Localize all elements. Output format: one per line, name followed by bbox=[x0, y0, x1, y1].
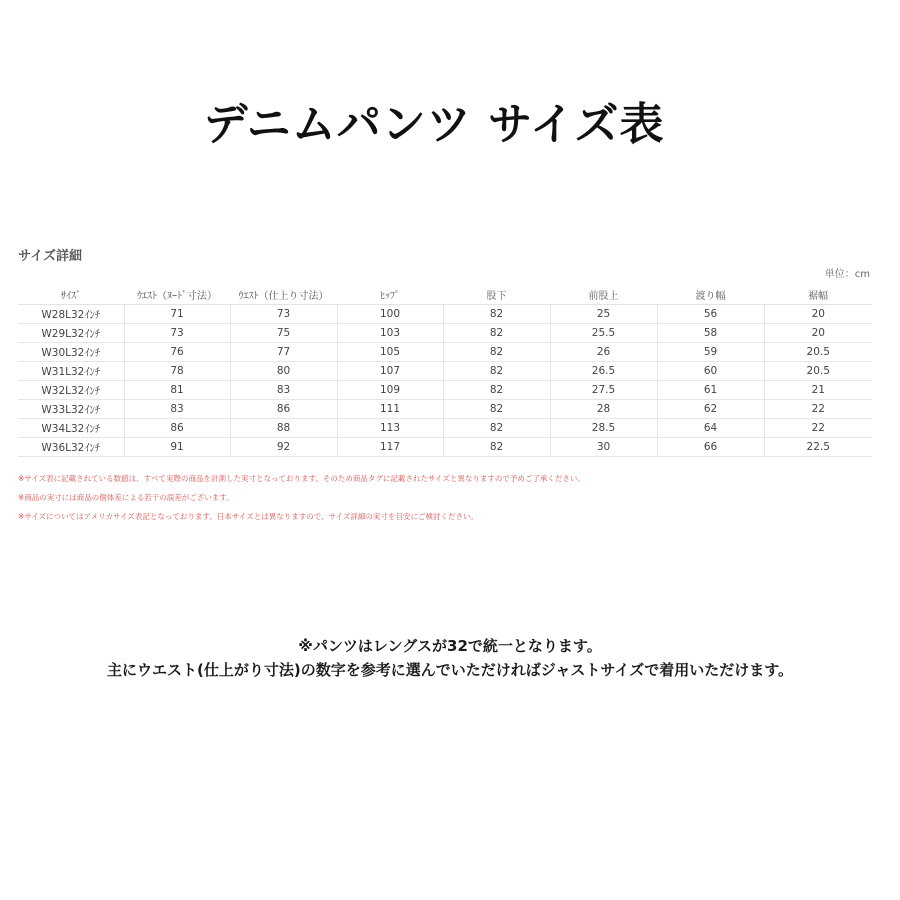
table-cell: 78 bbox=[124, 362, 230, 381]
table-cell: W28L32ｲﾝﾁ bbox=[18, 305, 124, 324]
table-cell: 20 bbox=[764, 324, 872, 343]
section-heading: サイズ詳細 bbox=[18, 249, 82, 264]
header-thigh-width: 渡り幅 bbox=[657, 284, 764, 305]
table-cell: 92 bbox=[230, 438, 337, 457]
table-cell: 22.5 bbox=[764, 438, 872, 457]
table-cell: 59 bbox=[657, 343, 764, 362]
footer-note bbox=[0, 634, 900, 682]
table-cell: 22 bbox=[764, 400, 872, 419]
table-cell: 82 bbox=[443, 343, 550, 362]
table-cell: W30L32ｲﾝﾁ bbox=[18, 343, 124, 362]
table-cell: 75 bbox=[230, 324, 337, 343]
table-cell: 58 bbox=[657, 324, 764, 343]
table-cell: 25 bbox=[550, 305, 657, 324]
table-cell: W33L32ｲﾝﾁ bbox=[18, 400, 124, 419]
table-cell: 28 bbox=[550, 400, 657, 419]
table-cell: 61 bbox=[657, 381, 764, 400]
table-row bbox=[18, 362, 872, 381]
footer-line-guidance: 主にウエスト(仕上がり寸法)の数字を参考に選んでいただければジャストサイズで着用いただけます。 bbox=[106, 661, 794, 679]
table-cell: 20 bbox=[764, 305, 872, 324]
table-cell: 76 bbox=[124, 343, 230, 362]
table-cell: 107 bbox=[337, 362, 443, 381]
table-cell: 113 bbox=[337, 419, 443, 438]
table-cell: 82 bbox=[443, 305, 550, 324]
table-cell: 22 bbox=[764, 419, 872, 438]
note-measurement: ※サイズ表に記載されている数値は、すべて実際の商品を計測した実寸となっております。そのため商品タグに記載されたサイズと異なりますので予めご了承ください。 bbox=[18, 474, 585, 483]
table-cell: W34L32ｲﾝﾁ bbox=[18, 419, 124, 438]
table-row bbox=[18, 343, 872, 362]
table-row bbox=[18, 419, 872, 438]
header-waist-finished: ｳｴｽﾄ（仕上り寸法） bbox=[230, 284, 337, 305]
table-cell: 103 bbox=[337, 324, 443, 343]
footer-line-length: ※パンツはレングスが32で統一となります。 bbox=[298, 637, 602, 655]
table-cell: 80 bbox=[230, 362, 337, 381]
table-cell: 86 bbox=[230, 400, 337, 419]
notes bbox=[18, 473, 878, 530]
table-cell: 73 bbox=[230, 305, 337, 324]
table-cell: 88 bbox=[230, 419, 337, 438]
size-table bbox=[18, 284, 872, 457]
table-cell: 64 bbox=[657, 419, 764, 438]
header-hem-width: 裾幅 bbox=[764, 284, 872, 305]
table-cell: 111 bbox=[337, 400, 443, 419]
table-cell: W36L32ｲﾝﾁ bbox=[18, 438, 124, 457]
table-cell: 20.5 bbox=[764, 362, 872, 381]
table-cell: W29L32ｲﾝﾁ bbox=[18, 324, 124, 343]
header-waist-nude: ｳｴｽﾄ（ﾇｰﾄﾞ寸法） bbox=[124, 284, 230, 305]
header-hip: ﾋｯﾌﾟ bbox=[337, 284, 443, 305]
table-cell: 21 bbox=[764, 381, 872, 400]
table-cell: W31L32ｲﾝﾁ bbox=[18, 362, 124, 381]
table-cell: 26 bbox=[550, 343, 657, 362]
table-cell: 82 bbox=[443, 400, 550, 419]
table-cell: 30 bbox=[550, 438, 657, 457]
table-row bbox=[18, 400, 872, 419]
note-us-sizing: ※サイズについてはアメリカサイズ表記となっております。日本サイズとは異なりますので、サイズ詳細の実寸を目安にご検討ください。 bbox=[18, 512, 478, 521]
table-header-row bbox=[18, 284, 872, 305]
table-cell: 66 bbox=[657, 438, 764, 457]
table-row bbox=[18, 324, 872, 343]
table-cell: W32L32ｲﾝﾁ bbox=[18, 381, 124, 400]
table-cell: 83 bbox=[124, 400, 230, 419]
table-cell: 100 bbox=[337, 305, 443, 324]
table-cell: 62 bbox=[657, 400, 764, 419]
table-cell: 82 bbox=[443, 381, 550, 400]
table-cell: 82 bbox=[443, 438, 550, 457]
table-row bbox=[18, 381, 872, 400]
table-cell: 60 bbox=[657, 362, 764, 381]
table-cell: 109 bbox=[337, 381, 443, 400]
page-title: デニムパンツ サイズ表 bbox=[203, 99, 665, 150]
table-cell: 117 bbox=[337, 438, 443, 457]
table-cell: 82 bbox=[443, 419, 550, 438]
table-cell: 27.5 bbox=[550, 381, 657, 400]
table-cell: 82 bbox=[443, 362, 550, 381]
table-cell: 83 bbox=[230, 381, 337, 400]
header-size: ｻｲｽﾞ bbox=[18, 284, 124, 305]
header-front-rise: 前股上 bbox=[550, 284, 657, 305]
unit-label: 単位：cm bbox=[824, 269, 870, 280]
table-cell: 20.5 bbox=[764, 343, 872, 362]
table-cell: 77 bbox=[230, 343, 337, 362]
table-cell: 105 bbox=[337, 343, 443, 362]
table-cell: 73 bbox=[124, 324, 230, 343]
header-inseam: 股下 bbox=[443, 284, 550, 305]
table-cell: 86 bbox=[124, 419, 230, 438]
table-cell: 82 bbox=[443, 324, 550, 343]
table-cell: 26.5 bbox=[550, 362, 657, 381]
table-row bbox=[18, 305, 872, 324]
table-cell: 56 bbox=[657, 305, 764, 324]
note-variance: ※商品の実寸には商品の個体差による若干の誤差がございます。 bbox=[18, 493, 234, 502]
table-row bbox=[18, 438, 872, 457]
table-cell: 25.5 bbox=[550, 324, 657, 343]
table-cell: 28.5 bbox=[550, 419, 657, 438]
table-cell: 81 bbox=[124, 381, 230, 400]
table-cell: 71 bbox=[124, 305, 230, 324]
table-cell: 91 bbox=[124, 438, 230, 457]
